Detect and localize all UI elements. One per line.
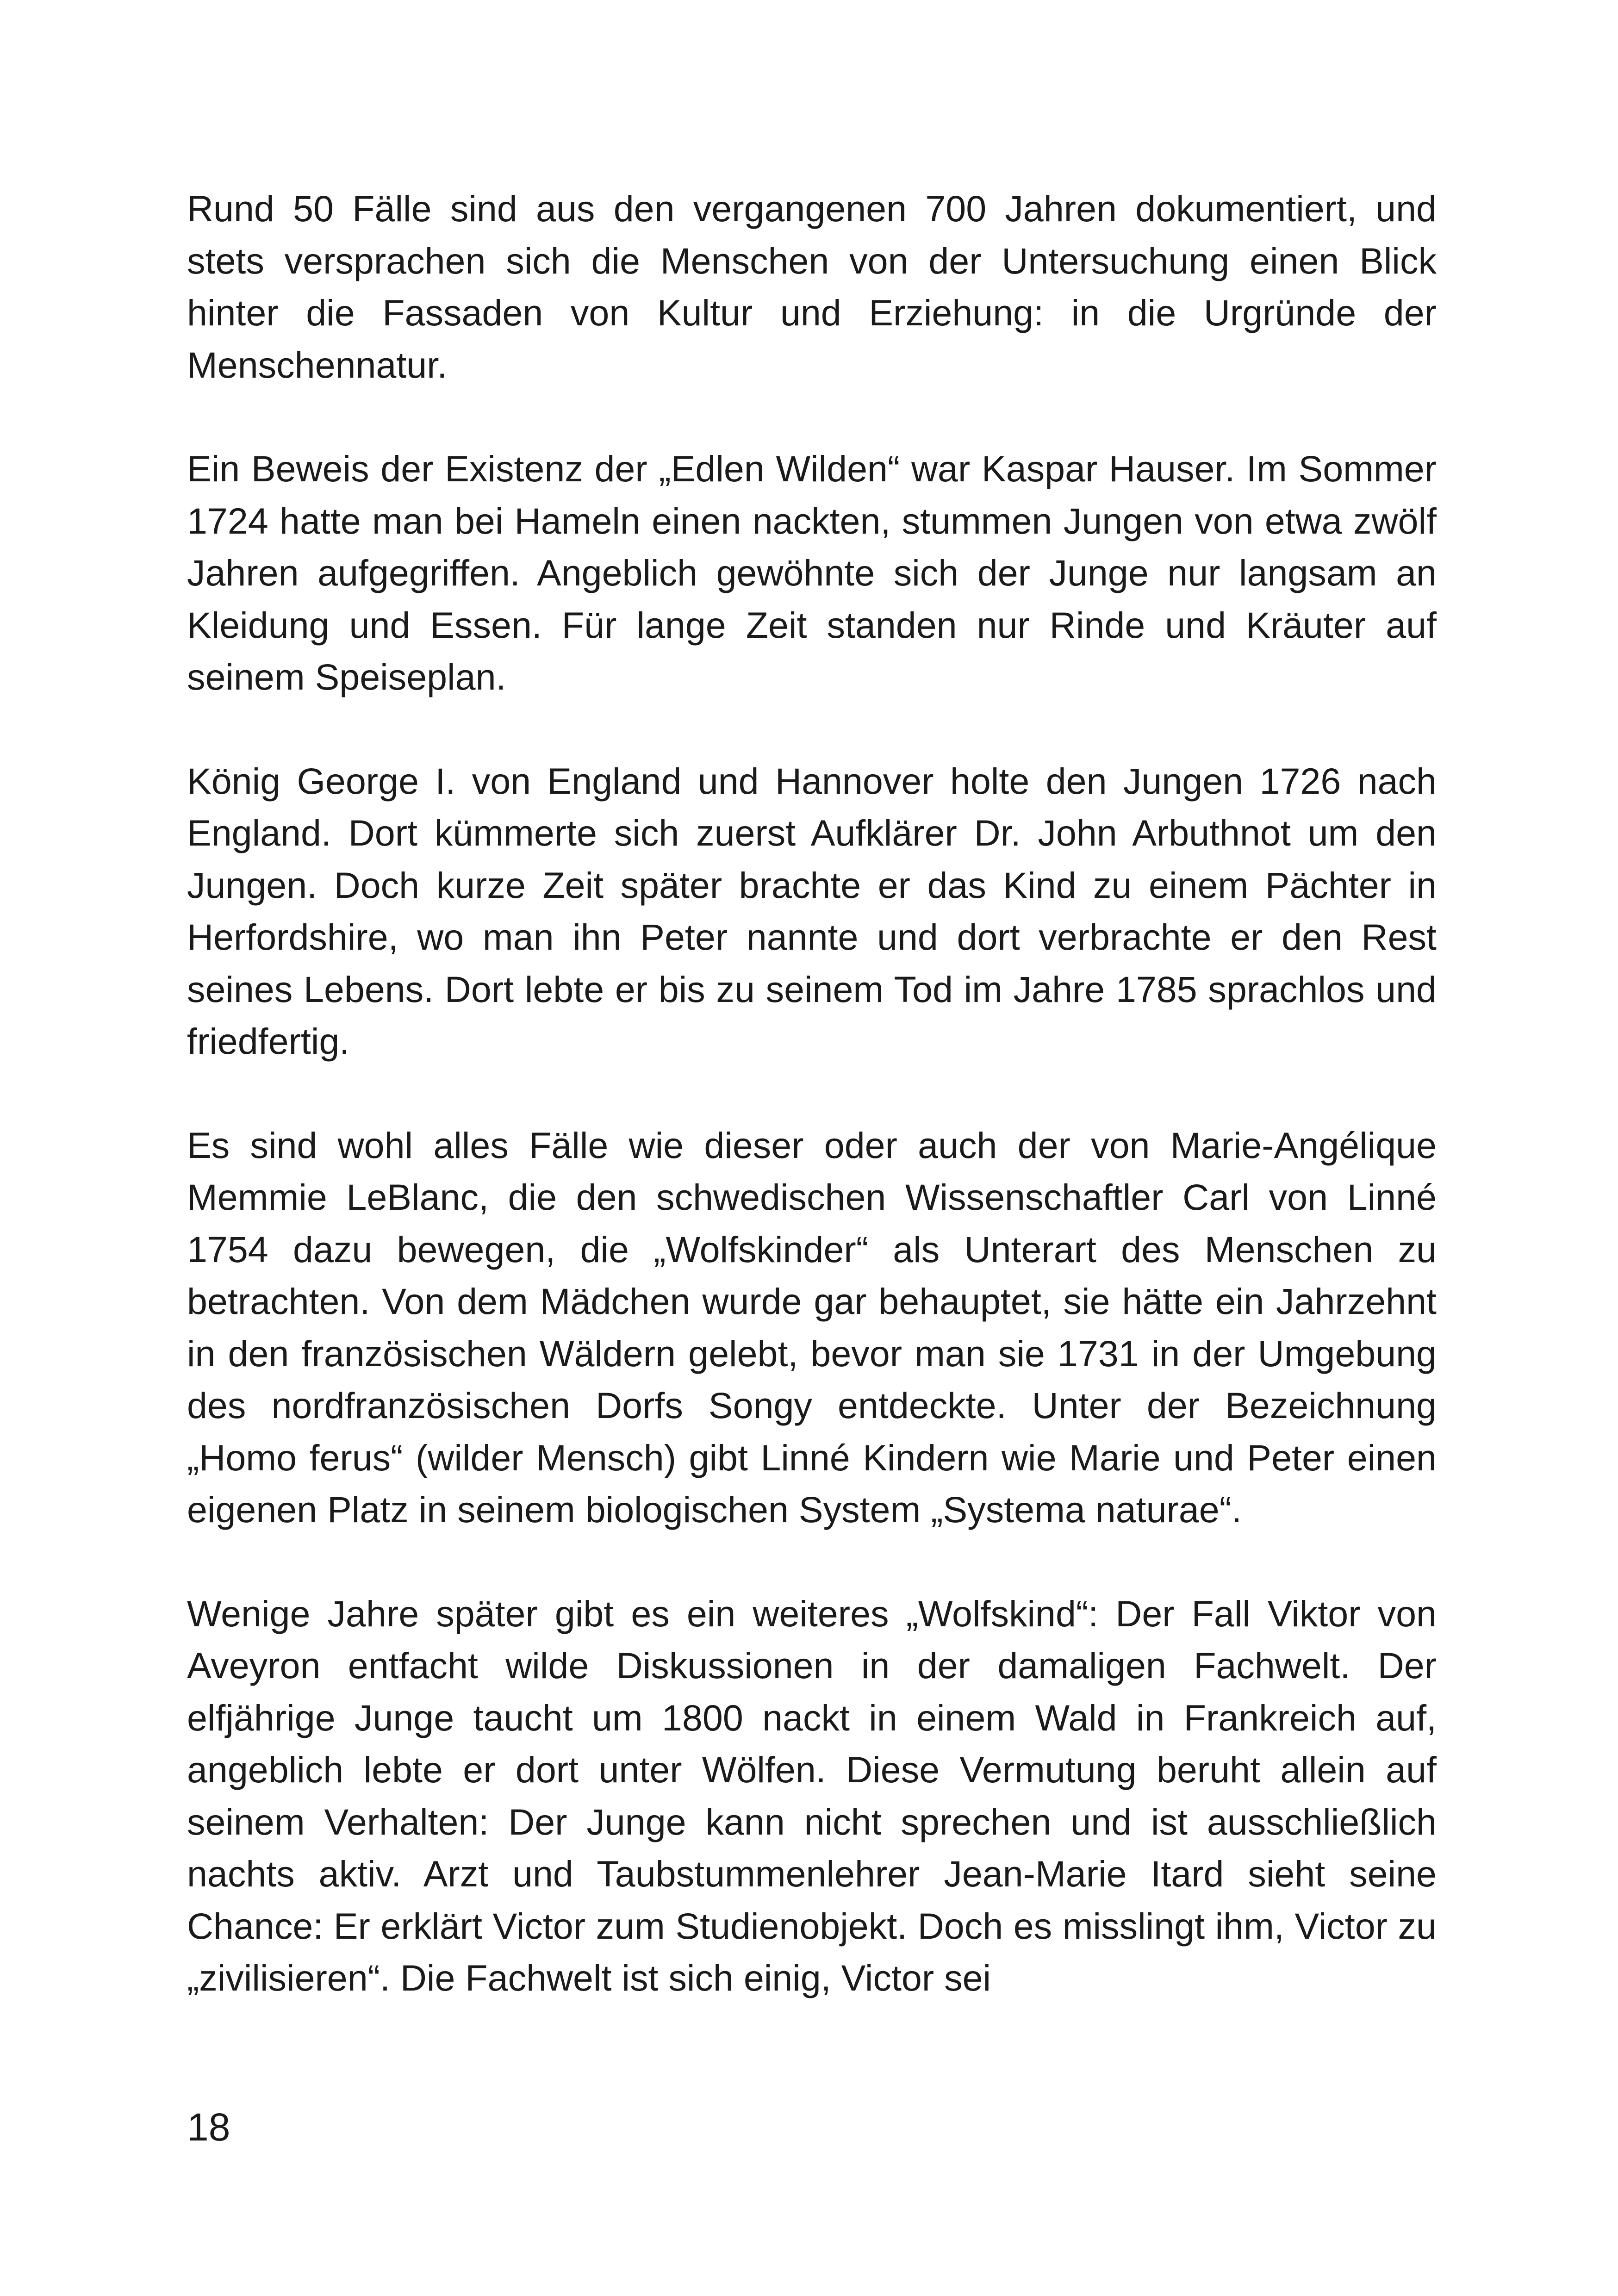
paragraph: König George I. von England und Hannover holte den Jungen 1726 nach England. Dort kümmerte sich zuerst Aufklärer Dr. John Arbuthnot um den Jungen. Doch kurze Zeit später brachte er das Kind zu einem Pächter in Herfordshire, wo man ihn Peter nannte und dort verbrachte er den Rest seines Lebens. Dort lebte er bis zu seinem Tod im Jahre 1785 sprachlos und friedfertig. — [187, 760, 1437, 1062]
page-number: 18 — [187, 2105, 230, 2149]
paragraph: Es sind wohl alles Fälle wie dieser oder auch der von Marie-Angélique Memmie LeBlanc, die den schwedischen Wissenschaftler Carl von Linné 1754 dazu bewegen, die „Wolfskinder“ als Unterart des Menschen zu betrachten. Von dem Mädchen wurde gar behauptet, sie hätte ein Jahrzehnt in den französischen Wäldern gelebt, bevor man sie 1731 in der Umgebung des nordfranzösischen Dorfs Songy entdeckte. Unter der Bezeichnung „Homo ferus“ (wilder Mensch) gibt Linné Kindern wie Marie und Peter einen eigenen Platz in seinem biologischen System „Systema naturae“. — [187, 1124, 1437, 1530]
paragraph: Ein Beweis der Existenz der „Edlen Wilden“ war Kaspar Hauser. Im Sommer 1724 hatte man bei Hameln einen nackten, stummen Jungen von etwa zwölf Jahren aufgegriffen. Angeblich gewöhnte sich der Junge nur langsam an Kleidung und Essen. Für lange Zeit standen nur Rinde und Kräuter auf seinem Speiseplan. — [187, 448, 1437, 697]
body-text — [187, 183, 1437, 2004]
paragraph: Wenige Jahre später gibt es ein weiteres „Wolfskind“: Der Fall Viktor von Aveyron entfacht wilde Diskussionen in der damaligen Fachwelt. Der elfjährige Junge taucht um 1800 nackt in einem Wald in Frankreich auf, angeblich lebte er dort unter Wölfen. Diese Vermutung beruht allein auf seinem Verhalten: Der Junge kann nicht sprechen und ist ausschließlich nachts aktiv. Arzt und Taubstummenlehrer Jean-Marie Itard sieht seine Chance: Er erklärt Victor zum Studienobjekt. Doch es misslingt ihm, Victor zu „zivilisieren“. Die Fachwelt ist sich einig, Victor sei — [187, 1593, 1437, 1998]
paragraph: Rund 50 Fälle sind aus den vergangenen 700 Jahren dokumentiert, und stets versprachen sich die Menschen von der Untersuchung einen Blick hinter die Fassaden von Kultur und Erziehung: in die Urgründe der Menschennatur. — [187, 188, 1437, 386]
